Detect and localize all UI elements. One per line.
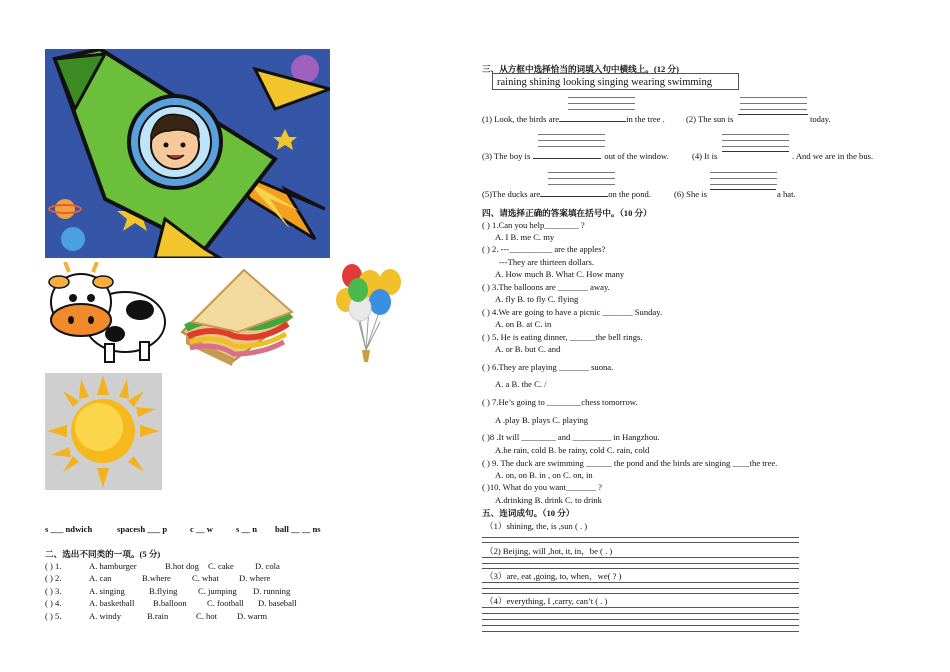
option-a: A. windy xyxy=(89,611,121,621)
option-b: B.rain xyxy=(147,611,169,621)
balloons-picture xyxy=(332,262,404,366)
question-text: (1) Look, the birds are xyxy=(482,114,560,124)
option-d: D. warm xyxy=(237,611,268,621)
option-c: C. football xyxy=(207,598,244,608)
option-a: A. basketball xyxy=(89,598,135,608)
item-number: ( ) 2. xyxy=(45,573,62,583)
answer-blank[interactable] xyxy=(722,151,789,152)
section5-title: 五、连词成句。（10 分） xyxy=(482,508,575,518)
answer-blank[interactable] xyxy=(710,189,776,190)
q4-1: ( ) 1.Can you help________ ? xyxy=(482,220,585,230)
writing-line xyxy=(482,613,799,614)
section5-item-2: （2) Beijing, will ,hot, it, in，be ( . ) xyxy=(485,546,613,556)
q4-4: ( ) 4.We are going to have a picnic _______ Sunday. xyxy=(482,307,663,317)
section3-title: 三、从方框中选择恰当的词填入句中横线上。(12 分) xyxy=(482,64,679,74)
q4-4-options: A. on B. at C. in xyxy=(495,319,552,329)
section5-item-3: （3）are, eat ,going, to, when，we( ? ) xyxy=(485,571,622,581)
option-d: D. running xyxy=(253,586,291,596)
section2-item-3 xyxy=(45,586,291,596)
section4-title: 四、请选择正确的答案填在括号中。（10 分） xyxy=(482,208,652,218)
guide-line xyxy=(710,184,777,185)
item-number: ( ) 1. xyxy=(45,561,62,571)
fill-letters-word-1: s ___ ndwich xyxy=(45,524,93,534)
guide-line xyxy=(548,172,615,173)
writing-line xyxy=(482,625,799,626)
fill-letters-word-2: spacesh ___ p xyxy=(117,524,168,534)
fill-letters-word-3: c __ w xyxy=(190,524,213,534)
section2-item-5 xyxy=(45,611,268,621)
answer-blank[interactable] xyxy=(533,158,601,159)
guide-line xyxy=(740,97,807,98)
question-text: out of the window. xyxy=(604,151,669,161)
question-text: . And we are in the bus. xyxy=(792,151,874,161)
guide-line xyxy=(740,103,807,104)
guide-line xyxy=(568,97,635,98)
question-text: on the pond. xyxy=(608,189,651,199)
option-a: A. can xyxy=(89,573,112,583)
guide-line xyxy=(548,184,615,185)
q4-1-options: A. I B. me C. my xyxy=(495,232,555,242)
q4-9: ( ) 9. The duck are swimming ______ the pond and the birds are singing ____the tree. xyxy=(482,458,778,468)
guide-line xyxy=(538,140,605,141)
writing-line xyxy=(482,568,799,569)
guide-line xyxy=(568,103,635,104)
q4-3-options: A. fly B. to fly C. flying xyxy=(495,294,579,304)
question-text: today. xyxy=(810,114,831,124)
q4-2: ( ) 2. ---__________ are the apples? xyxy=(482,244,606,254)
answer-blank[interactable] xyxy=(738,114,808,115)
fill-letters-word-5: ball __ __ ns xyxy=(275,524,321,534)
q4-2-response: ---They are thirteen dollars. xyxy=(499,257,594,267)
section3-line-3 xyxy=(482,189,796,199)
question-text: (2) The sun is xyxy=(686,114,734,124)
option-b: B.flying xyxy=(149,586,178,596)
option-d: D. cola xyxy=(255,561,280,571)
cow-picture xyxy=(45,262,167,365)
sandwich-picture xyxy=(172,262,300,368)
guide-line xyxy=(710,178,777,179)
option-c: C. jumping xyxy=(198,586,237,596)
guide-line xyxy=(710,172,777,173)
item-number: ( ) 5. xyxy=(45,611,62,621)
q4-5-options: A. or B. but C. and xyxy=(495,344,561,354)
writing-line xyxy=(482,631,799,632)
section3-line-1 xyxy=(482,114,831,124)
question-text: a hat. xyxy=(777,189,796,199)
writing-line xyxy=(482,588,799,589)
sun-picture xyxy=(45,373,162,490)
option-d: D. where xyxy=(239,573,271,583)
q4-8-options: A.be rain, cold B. be rainy, cold C. rain, cold xyxy=(495,445,650,455)
question-text: in the tree . xyxy=(626,114,665,124)
question-text: (3) The boy is xyxy=(482,151,531,161)
writing-line xyxy=(482,542,799,543)
option-c: C. cake xyxy=(208,561,234,571)
writing-line xyxy=(482,582,799,583)
option-a: A. singing xyxy=(89,586,125,596)
rocket-picture xyxy=(45,49,330,258)
option-b: B.balloon xyxy=(153,598,187,608)
writing-line xyxy=(482,619,799,620)
guide-line xyxy=(568,109,635,110)
writing-line xyxy=(482,557,799,558)
word-box: raining shining looking singing wearing swimming xyxy=(492,73,739,90)
q4-10: ( )10. What do you want_______ ? xyxy=(482,482,602,492)
section2-item-4 xyxy=(45,598,297,608)
option-c: C. what xyxy=(192,573,219,583)
section5-item-1: （1）shining, the, is ,sun ( . ) xyxy=(485,521,588,531)
q4-7: ( ) 7.He’s going to ________chess tomorrow. xyxy=(482,397,638,407)
option-b: B.hot dog xyxy=(165,561,199,571)
q4-6: ( ) 6.They are playing _______ suona. xyxy=(482,362,614,372)
section2-item-2 xyxy=(45,573,271,583)
q4-3: ( ) 3.The balloons are _______ away. xyxy=(482,282,610,292)
writing-line xyxy=(482,537,799,538)
option-c: C. hot xyxy=(196,611,218,621)
writing-line xyxy=(482,607,799,608)
q4-2-options: A. How much B. What C. How many xyxy=(495,269,625,279)
writing-line xyxy=(482,593,799,594)
item-number: ( ) 4. xyxy=(45,598,62,608)
guide-line xyxy=(722,134,789,135)
guide-line xyxy=(722,146,789,147)
section3-line-2 xyxy=(482,151,874,161)
option-b: B.where xyxy=(142,573,171,583)
section2-title: 二、选出不同类的一项。(5 分) xyxy=(45,549,161,559)
fill-letters-word-4: s __ n xyxy=(236,524,258,534)
writing-line xyxy=(482,563,799,564)
section5-item-4: （4）everything, I ,carry, can’t ( . ) xyxy=(485,596,608,606)
guide-line xyxy=(740,109,807,110)
answer-blank[interactable] xyxy=(559,121,626,122)
question-text: (4) It is xyxy=(692,151,718,161)
option-a: A. hamburger xyxy=(89,561,137,571)
guide-line xyxy=(538,146,605,147)
answer-blank[interactable] xyxy=(540,196,608,197)
section2-item-1 xyxy=(45,561,280,571)
guide-line xyxy=(548,178,615,179)
q4-10-options: A.drinking B. drink C. to drink xyxy=(495,495,602,505)
q4-6-options: A. a B. the C. / xyxy=(495,379,547,389)
q4-9-options: A. on, on B. in , on C. on, in xyxy=(495,470,593,480)
q4-7-options: A .play B. plays C. playing xyxy=(495,415,589,425)
question-text: (6) She is xyxy=(674,189,707,199)
option-d: D. baseball xyxy=(258,598,297,608)
item-number: ( ) 3. xyxy=(45,586,62,596)
q4-5: ( ) 5. He is eating dinner, ______the bell rings. xyxy=(482,332,643,342)
guide-line xyxy=(538,134,605,135)
q4-8: ( )8 .It will ________ and _________ in Hangzhou. xyxy=(482,432,660,442)
question-text: (5)The ducks are xyxy=(482,189,541,199)
guide-line xyxy=(722,140,789,141)
